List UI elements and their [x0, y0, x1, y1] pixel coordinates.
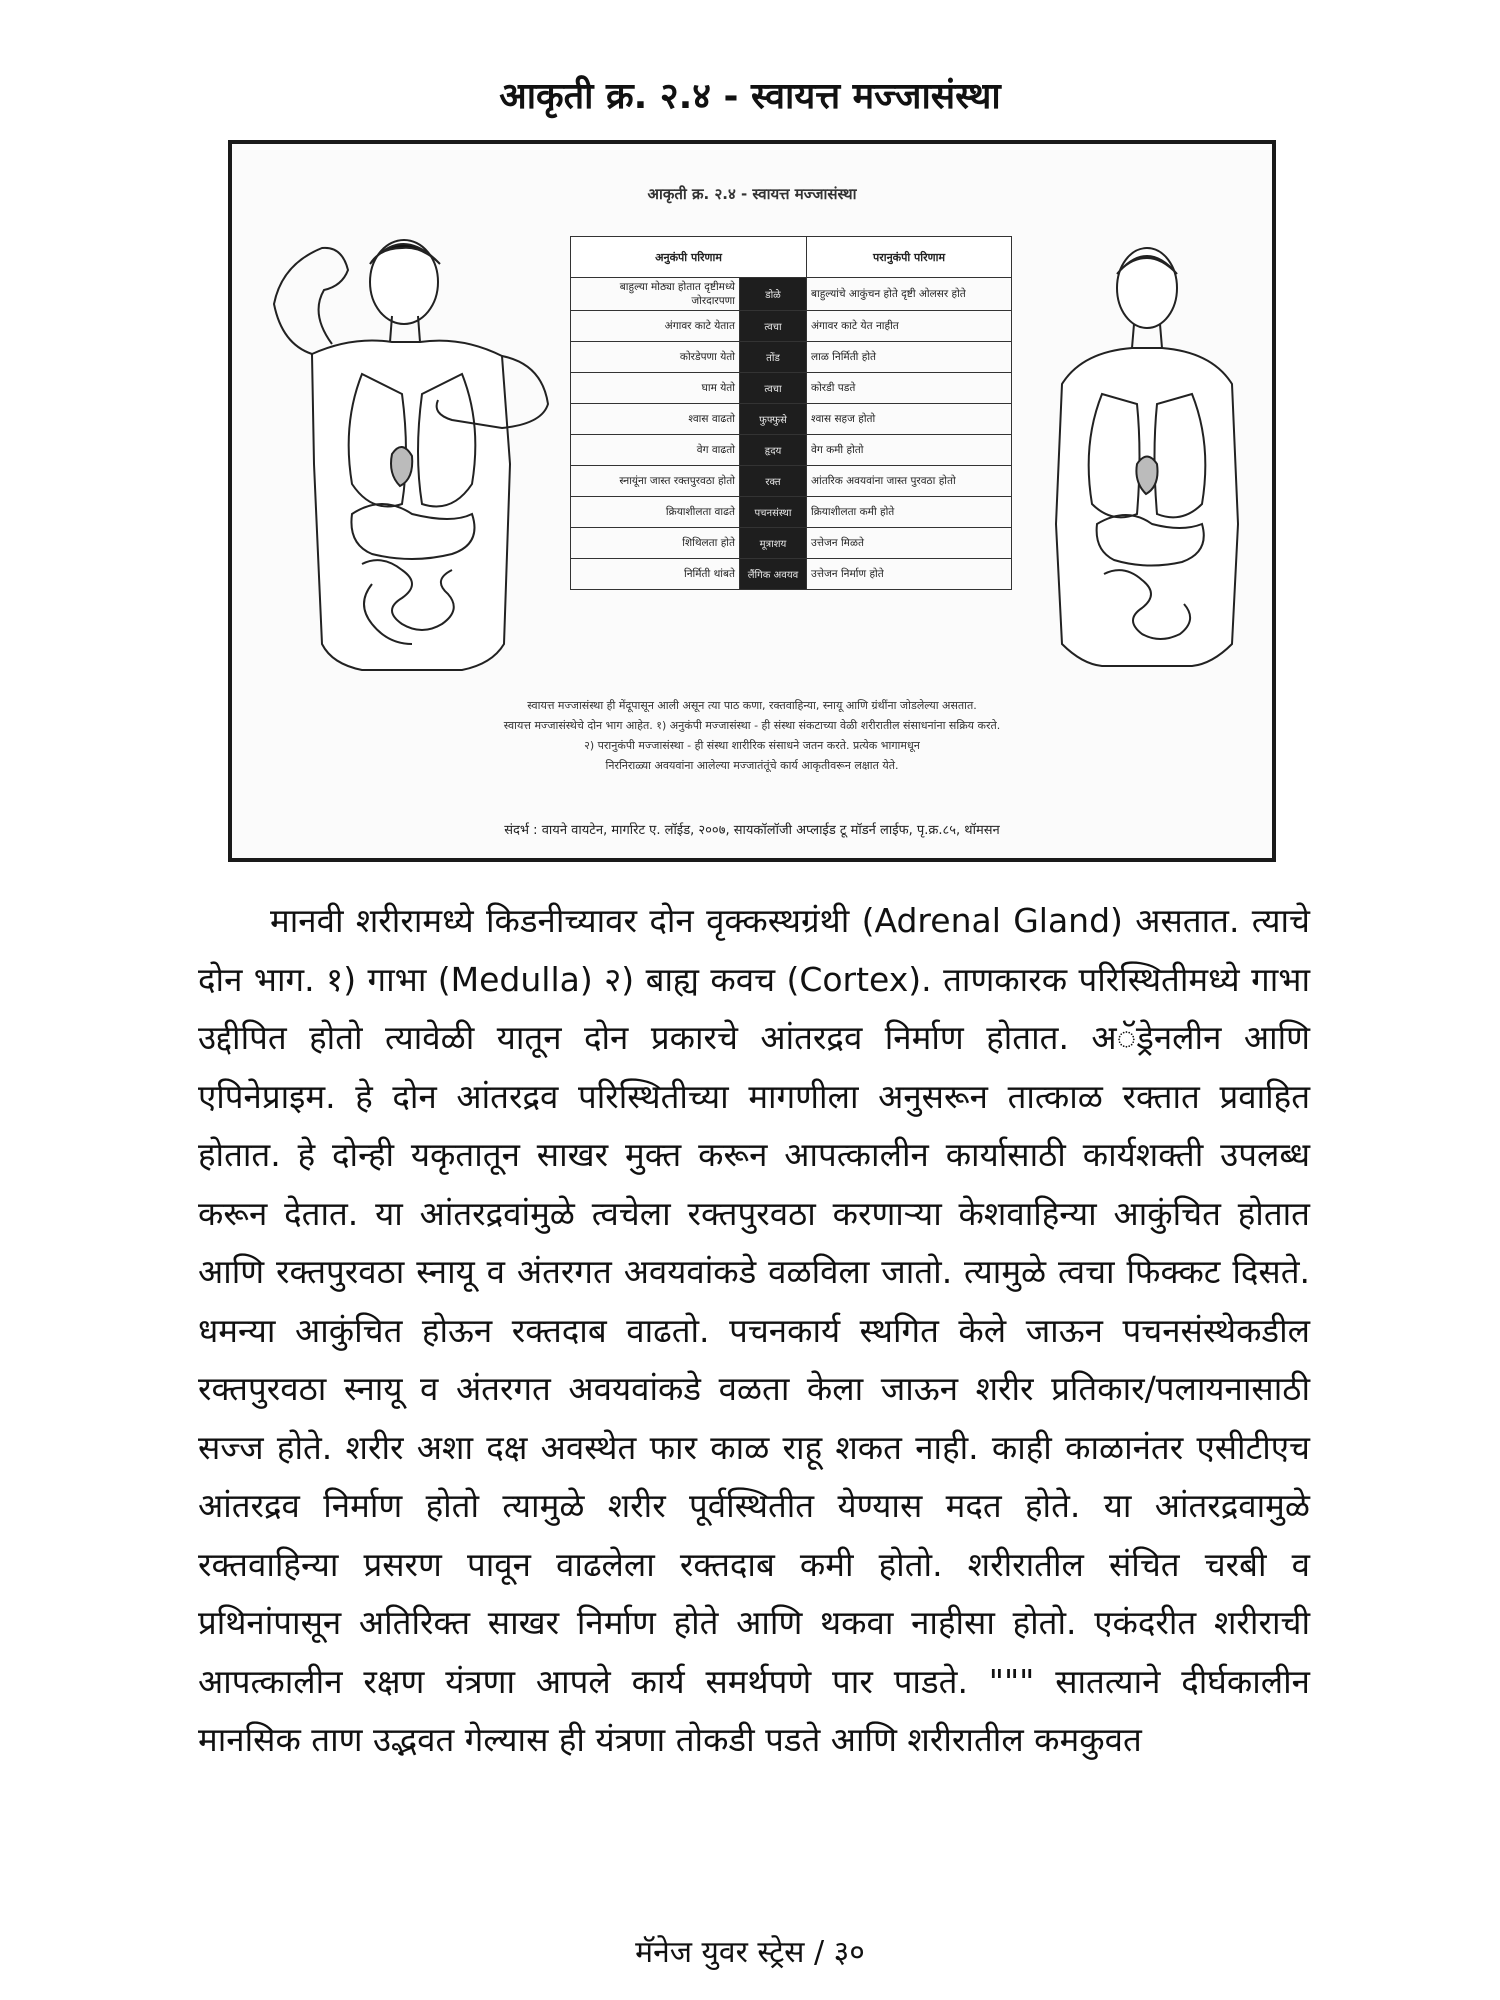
organ-label: मूत्राशय	[740, 528, 807, 559]
table-row	[571, 528, 1012, 559]
figure-caption	[272, 696, 1232, 776]
sympathetic-effect: घाम येतो	[571, 373, 740, 404]
parasympathetic-effect: उत्तेजन मिळते	[807, 528, 1012, 559]
figure-reference: संदर्भ : वायने वायटेन, मार्गारेट ए. लॉईड, २००७, सायकॉलॉजी अप्लाईड टू मॉडर्न लाईफ, पृ.क्र.८५, थॉमसन	[504, 823, 1000, 838]
sympathetic-effect: वेग वाढतो	[571, 435, 740, 466]
organ-label: त्वचा	[740, 311, 807, 342]
caption-line: स्वायत्त मज्जासंस्थेचे दोन भाग आहेत. १) अनुकंपी मज्जासंस्था - ही संस्था संकटाच्या वेळी शरीरातील संसाधनांना सक्रिय करते.	[503, 719, 1001, 732]
sympathetic-effect: बाहुल्या मोठ्या होतात दृष्टीमध्ये जोरदारपणा	[571, 278, 740, 311]
parasympathetic-effect: उत्तेजन निर्माण होते	[807, 559, 1012, 590]
sympathetic-effect: श्वास वाढतो	[571, 404, 740, 435]
table-row	[571, 311, 1012, 342]
organ-label: तोंड	[740, 342, 807, 373]
table-row	[571, 466, 1012, 497]
sympathetic-effect: कोरडेपणा येतो	[571, 342, 740, 373]
table-row	[571, 404, 1012, 435]
parasympathetic-effect: लाळ निर्मिती होते	[807, 342, 1012, 373]
column-header-parasympathetic: परानुकंपी परिणाम	[807, 237, 1012, 278]
organ-label: रक्त	[740, 466, 807, 497]
organ-label: डोळे	[740, 278, 807, 311]
sympathetic-effect: स्नायूंना जास्त रक्तपुरवठा होतो	[571, 466, 740, 497]
page-title: आकृती क्र. २.४ - स्वायत्त मज्जासंस्था	[499, 76, 1001, 117]
sympathetic-effect: शिथिलता होते	[571, 528, 740, 559]
figure-autonomic-nervous-system	[228, 140, 1276, 862]
organ-label: हृदय	[740, 435, 807, 466]
table-row	[571, 278, 1012, 311]
table-row	[571, 559, 1012, 590]
table-row	[571, 373, 1012, 404]
organ-label: फुफ्फुसे	[740, 404, 807, 435]
organ-label: लैंगिक अवयव	[740, 559, 807, 590]
sympathetic-body-illustration	[252, 224, 572, 684]
sympathetic-effect: क्रियाशीलता वाढते	[571, 497, 740, 528]
caption-line: स्वायत्त मज्जासंस्था ही मेंदूपासून आली असून त्या पाठ कणा, रक्तवाहिन्या, स्नायू आणि ग्रंथींना जोडलेल्या असतात.	[527, 699, 977, 712]
organ-label: पचनसंस्था	[740, 497, 807, 528]
caption-line: निरनिराळ्या अवयवांना आलेल्या मज्जातंतूंचे कार्य आकृतीवरून लक्षात येते.	[605, 759, 899, 772]
figure-title: आकृती क्र. २.४ - स्वायत्त मज्जासंस्था	[647, 185, 857, 203]
sympathetic-effect: निर्मिती थांबते	[571, 559, 740, 590]
table-row	[571, 342, 1012, 373]
sympathetic-effect: अंगावर काटे येतात	[571, 311, 740, 342]
organ-label: त्वचा	[740, 373, 807, 404]
caption-line: २) परानुकंपी मज्जासंस्था - ही संस्था शारीरिक संसाधने जतन करते. प्रत्येक भागामधून	[584, 739, 920, 752]
table-row	[571, 435, 1012, 466]
parasympathetic-effect: श्वास सहज होतो	[807, 404, 1012, 435]
parasympathetic-effect: आंतरिक अवयवांना जास्त पुरवठा होतो	[807, 466, 1012, 497]
parasympathetic-effect: कोरडी पडते	[807, 373, 1012, 404]
parasympathetic-effect: अंगावर काटे येत नाहीत	[807, 311, 1012, 342]
table-row	[571, 497, 1012, 528]
parasympathetic-effect: क्रियाशीलता कमी होते	[807, 497, 1012, 528]
page-footer: मॅनेज युवर स्ट्रेस / ३०	[635, 1935, 865, 1970]
parasympathetic-body-illustration	[1042, 224, 1252, 684]
parasympathetic-effect: बाहुल्यांचे आकुंचन होते दृष्टी ओलसर होते	[807, 278, 1012, 311]
parasympathetic-effect: वेग कमी होतो	[807, 435, 1012, 466]
body-paragraph: मानवी शरीरामध्ये किडनीच्यावर दोन वृक्कस्थग्रंथी (Adrenal Gland) असतात. त्याचे दोन भाग. १) गाभा (Medulla) २) बाह्य कवच (Cortex). ताणकारक परिस्थितीमध्ये गाभा उद्दीपित होतो त्यावेळी यातून दोन प्रकारचे आंतरद्रव निर्माण होतात. अॅड्रेनलीन आणि एपिनेप्राइम. हे दोन आंतरद्रव परिस्थितीच्या मागणीला अनुसरून तात्काळ रक्तात प्रवाहित होतात. हे दोन्ही यकृतातून साखर मुक्त करून आपत्कालीन कार्यासाठी कार्यशक्ती उपलब्ध करून देतात. या आंतरद्रवांमुळे त्वचेला रक्तपुरवठा करणाऱ्या केशवाहिन्या आकुंचित होतात आणि रक्तपुरवठा स्नायू व अंतरगत अवयवांकडे वळविला जातो. त्यामुळे त्वचा फिक्कट दिसते. धमन्या आकुंचित होऊन रक्तदाब वाढतो. पचनकार्य स्थगित केले जाऊन पचनसंस्थेकडील रक्तपुरवठा स्नायू व अंतरगत अवयवांकडे वळता केला जाऊन शरीर प्रतिकार/पलायनासाठी सज्ज होते. शरीर अशा दक्ष अवस्थेत फार काळ राहू शकत नाही. काही काळानंतर एसीटीएच आंतरद्रव निर्माण होतो त्यामुळे शरीर पूर्वस्थितीत येण्यास मदत होते. या आंतरद्रवामुळे रक्तवाहिन्या प्रसरण पावून वाढलेला रक्तदाब कमी होतो. शरीरातील संचित चरबी व प्रथिनांपासून अतिरिक्त साखर निर्माण होते आणि थकवा नाहीसा होतो. एकंदरीत शरीराची आपत्कालीन रक्षण यंत्रणा आपले कार्य समर्थपणे पार पाडते. """ सातत्याने दीर्घकालीन मानसिक ताण उद्भवत गेल्यास ही यंत्रणा तोकडी पडते आणि शरीरातील कमकुवत	[198, 901, 1310, 1759]
column-header-sympathetic: अनुकंपी परिणाम	[571, 237, 807, 278]
effects-table	[570, 236, 1012, 590]
